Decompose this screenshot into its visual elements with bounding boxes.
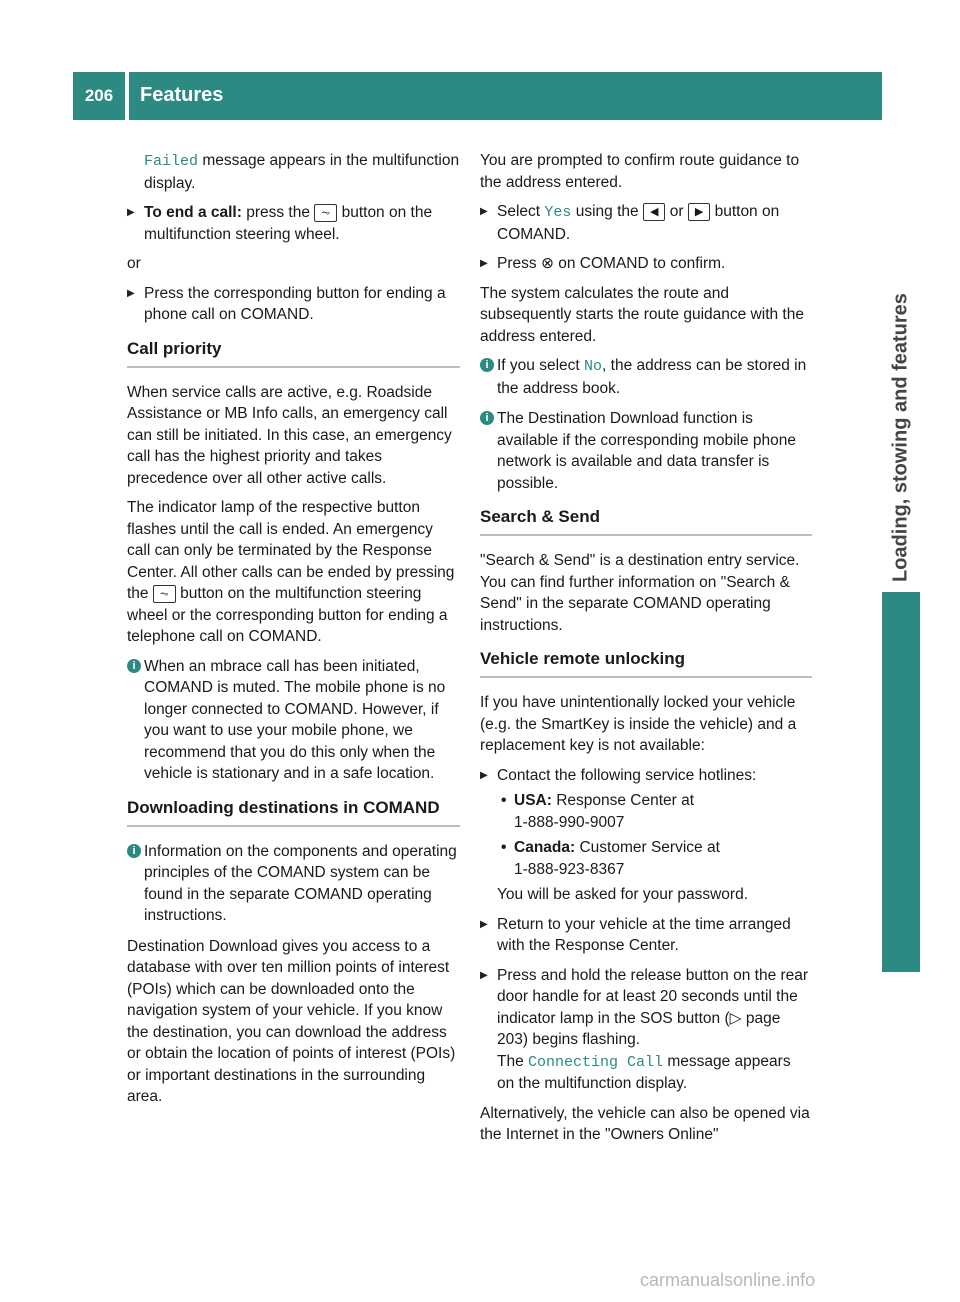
heading-remote-unlocking: Vehicle remote unlocking	[480, 648, 812, 678]
list-item: • Canada: Customer Service at 1-888-923-8367	[497, 837, 812, 880]
ok-button-icon: ⊗	[540, 255, 554, 272]
phone-number: 1-888-990-9007	[514, 813, 625, 831]
watermark: carmanualsonline.info	[640, 1270, 816, 1290]
password-note: You will be asked for your password.	[497, 886, 749, 903]
info-icon: i	[480, 411, 494, 425]
info-note: i If you select No, the address can be stored in the address book.	[480, 355, 812, 399]
info-icon: i	[127, 659, 141, 673]
hang-up-icon: ⏦	[153, 585, 176, 603]
right-arrow-button-icon: ▶	[688, 203, 710, 221]
left-column	[127, 150, 460, 1116]
info-note: i Information on the components and operating principles of the COMAND system can be found in the separate COMAND operating instructions.	[127, 841, 460, 927]
paragraph: "Search & Send" is a destination entry service. You can find further information on "Search & Send" in the separate COMAND operating instructions.	[480, 552, 800, 634]
section-title: Features	[129, 72, 882, 120]
step-return-vehicle: ▶ Return to your vehicle at the time arranged with the Response Center.	[480, 914, 812, 957]
paragraph: If you have unintentionally locked your vehicle (e.g. the SmartKey is inside the vehicle) and a replacement key is not available:	[480, 694, 797, 754]
chapter-title: Loading, stowing and features	[882, 72, 920, 592]
info-note: i When an mbrace call has been initiated, COMAND is muted. The mobile phone is no longer connected to COMAND. However, if you want to use your mobile phone, we recommend that you do this only when the vehicle is stationary and in a safe location.	[127, 656, 460, 785]
display-option: Yes	[544, 204, 572, 221]
heading-search-send: Search & Send	[480, 506, 812, 536]
page-header	[73, 72, 882, 120]
paragraph: Destination Download gives you access to a database with over ten million points of interest (POIs) which can be downloaded onto the navigation system of your vehicle. If you know the destination, you can download the address or obtain the location of points of interest (POIs) or important destinations in the surrounding area.	[127, 937, 456, 1105]
right-column	[480, 150, 812, 1154]
step-press-ok: ▶ Press ⊗ on COMAND to confirm.	[480, 253, 812, 275]
or-text: or	[127, 255, 141, 272]
info-icon: i	[480, 358, 494, 372]
list-item: • USA: Response Center at 1-888-990-9007	[497, 790, 812, 833]
page-ref-arrow-icon: ▷	[729, 1009, 742, 1027]
left-arrow-button-icon: ◀	[643, 203, 665, 221]
step-comand-end: ▶ Press the corresponding button for ending a phone call on COMAND.	[127, 283, 460, 326]
info-note: i The Destination Download function is available if the corresponding mobile phone network is available and data transfer is possible.	[480, 408, 812, 494]
info-icon: i	[127, 844, 141, 858]
paragraph: When service calls are active, e.g. Roadside Assistance or MB Info calls, an emergency call can still be initiated. In this case, an emergency call has the highest priority and takes precedence over all other active calls.	[127, 383, 452, 487]
paragraph: The system calculates the route and subsequently starts the route guidance with the address entered.	[480, 284, 804, 345]
heading-downloading: Downloading destinations in COMAND	[127, 797, 460, 827]
paragraph: Alternatively, the vehicle can also be opened via the Internet in the "Owners Online"	[480, 1104, 810, 1143]
step-press-release: ▶ Press and hold the release button on the rear door handle for at least 20 seconds until the indicator lamp in the SOS button (▷ page 203) begins flashing. The Connecting Call message appears on the multifunction display.	[480, 965, 812, 1095]
display-option: No	[584, 358, 603, 375]
heading-call-priority: Call priority	[127, 338, 460, 368]
display-message: Connecting Call	[528, 1053, 664, 1071]
step-select-yes: ▶ Select Yes using the ◀ or ▶ button on COMAND.	[480, 201, 812, 245]
phone-number: 1-888-923-8367	[514, 860, 625, 878]
step-end-call: ▶ To end a call: press the ⏦ button on the multifunction steering wheel.	[127, 202, 460, 245]
paragraph: The indicator lamp of the respective button flashes until the call is ended. An emergency call can only be terminated by the Response Center. All other calls can be ended by pressing the ⏦ button on the multifunction steering wheel or the corresponding button for ending a telephone call on COMAND.	[127, 499, 455, 645]
page-number: 206	[73, 72, 125, 120]
paragraph: Failed message appears in the multifunction display.	[144, 152, 460, 192]
hang-up-icon: ⏦	[314, 204, 337, 222]
display-message: Failed	[144, 153, 199, 170]
paragraph: You are prompted to confirm route guidance to the address entered.	[480, 152, 800, 191]
step-contact-hotlines: ▶ Contact the following service hotlines: • USA: Response Center at 1-888-990-9007 • Canada: Customer Service at 1-888-923-8367 You will be asked for your password.	[480, 765, 812, 906]
